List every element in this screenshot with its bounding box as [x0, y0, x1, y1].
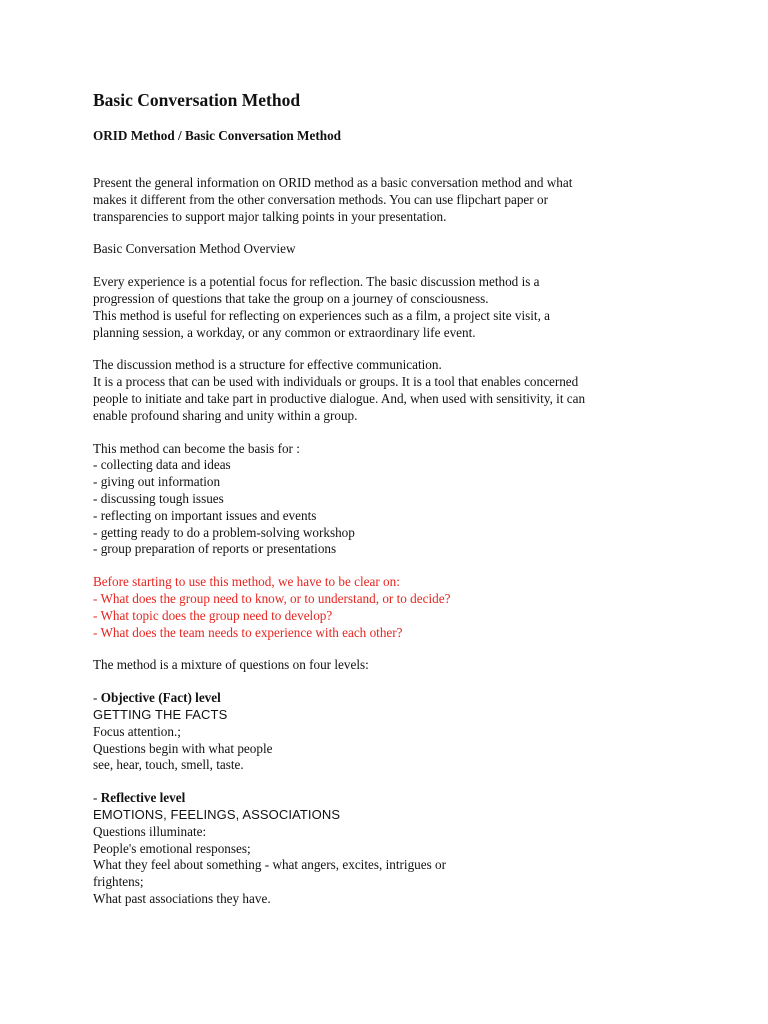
- document-title: Basic Conversation Method: [93, 90, 301, 110]
- objective-line: see, hear, touch, smell, taste.: [93, 757, 244, 773]
- basis-line: - getting ready to do a problem-solving workshop: [93, 524, 355, 540]
- overview-line: Every experience is a potential focus for reflection. The basic discussion method is a: [93, 274, 540, 290]
- intro-line: transparencies to support major talking points in your presentation.: [93, 208, 447, 224]
- mixture-line: The method is a mixture of questions on four levels:: [93, 657, 369, 673]
- objective-level-section: [93, 690, 693, 774]
- reflective-line: What they feel about something - what angers, excites, intrigues or: [93, 857, 447, 873]
- reflective-line: Questions illuminate:: [93, 823, 207, 839]
- structure-line: people to initiate and take part in productive dialogue. And, when used with sensitivity, it can: [93, 390, 586, 406]
- objective-heading-text: Objective (Fact) level: [100, 690, 221, 706]
- objective-line: Questions begin with what people: [93, 740, 273, 756]
- document-page: [93, 86, 693, 924]
- before-line: - What does the group need to know, or to understand, or to decide?: [93, 590, 451, 606]
- reflective-heading-text: Reflective level: [100, 790, 186, 806]
- document-subtitle: ORID Method / Basic Conversation Method: [93, 128, 341, 143]
- before-line: - What topic does the group need to develop?: [93, 607, 333, 623]
- reflective-level-section: [93, 790, 693, 908]
- intro-line: makes it different from the other conversation methods. You can use flipchart paper or: [93, 191, 548, 207]
- basis-line: - reflecting on important issues and events: [93, 507, 317, 523]
- structure-line: It is a process that can be used with individuals or groups. It is a tool that enables concerned: [93, 374, 579, 390]
- before-line: - What does the team needs to experience with each other?: [93, 624, 403, 640]
- basis-line: - collecting data and ideas: [93, 457, 231, 473]
- reflective-caps: EMOTIONS, FEELINGS, ASSOCIATIONS: [93, 806, 341, 822]
- basis-line: This method can become the basis for :: [93, 440, 300, 456]
- structure-paragraph: [93, 357, 693, 424]
- before-starting-list: [93, 574, 693, 641]
- intro-line: Present the general information on ORID method as a basic conversation method and what: [93, 175, 573, 190]
- reflective-line: frightens;: [93, 874, 144, 890]
- basis-list: [93, 441, 693, 559]
- reflective-line: What past associations they have.: [93, 890, 271, 906]
- reflective-line: People's emotional responses;: [93, 840, 251, 856]
- overview-line: planning session, a workday, or any common or extraordinary life event.: [93, 324, 476, 340]
- objective-caps: GETTING THE FACTS: [93, 706, 228, 722]
- basis-line: - giving out information: [93, 474, 221, 490]
- before-line: Before starting to use this method, we have to be clear on:: [93, 574, 400, 590]
- overview-heading-text: Basic Conversation Method Overview: [93, 241, 296, 257]
- objective-level-heading: [93, 690, 693, 707]
- objective-line: Focus attention.;: [93, 723, 181, 739]
- basis-line: - group preparation of reports or presentations: [93, 541, 337, 557]
- basis-line: - discussing tough issues: [93, 490, 224, 506]
- structure-line: enable profound sharing and unity within a group.: [93, 407, 358, 423]
- mixture-paragraph: [93, 657, 693, 674]
- reflective-dash: -: [93, 790, 101, 806]
- overview-paragraph: [93, 274, 693, 341]
- structure-line: The discussion method is a structure for effective communication.: [93, 357, 442, 373]
- overview-line: This method is useful for reflecting on experiences such as a film, a project site visit, a: [93, 307, 551, 323]
- intro-paragraph: [93, 175, 693, 225]
- overview-line: progression of questions that take the group on a journey of consciousness.: [93, 290, 489, 306]
- overview-heading: [93, 241, 693, 258]
- objective-dash: -: [93, 690, 101, 706]
- reflective-level-heading: [93, 790, 693, 807]
